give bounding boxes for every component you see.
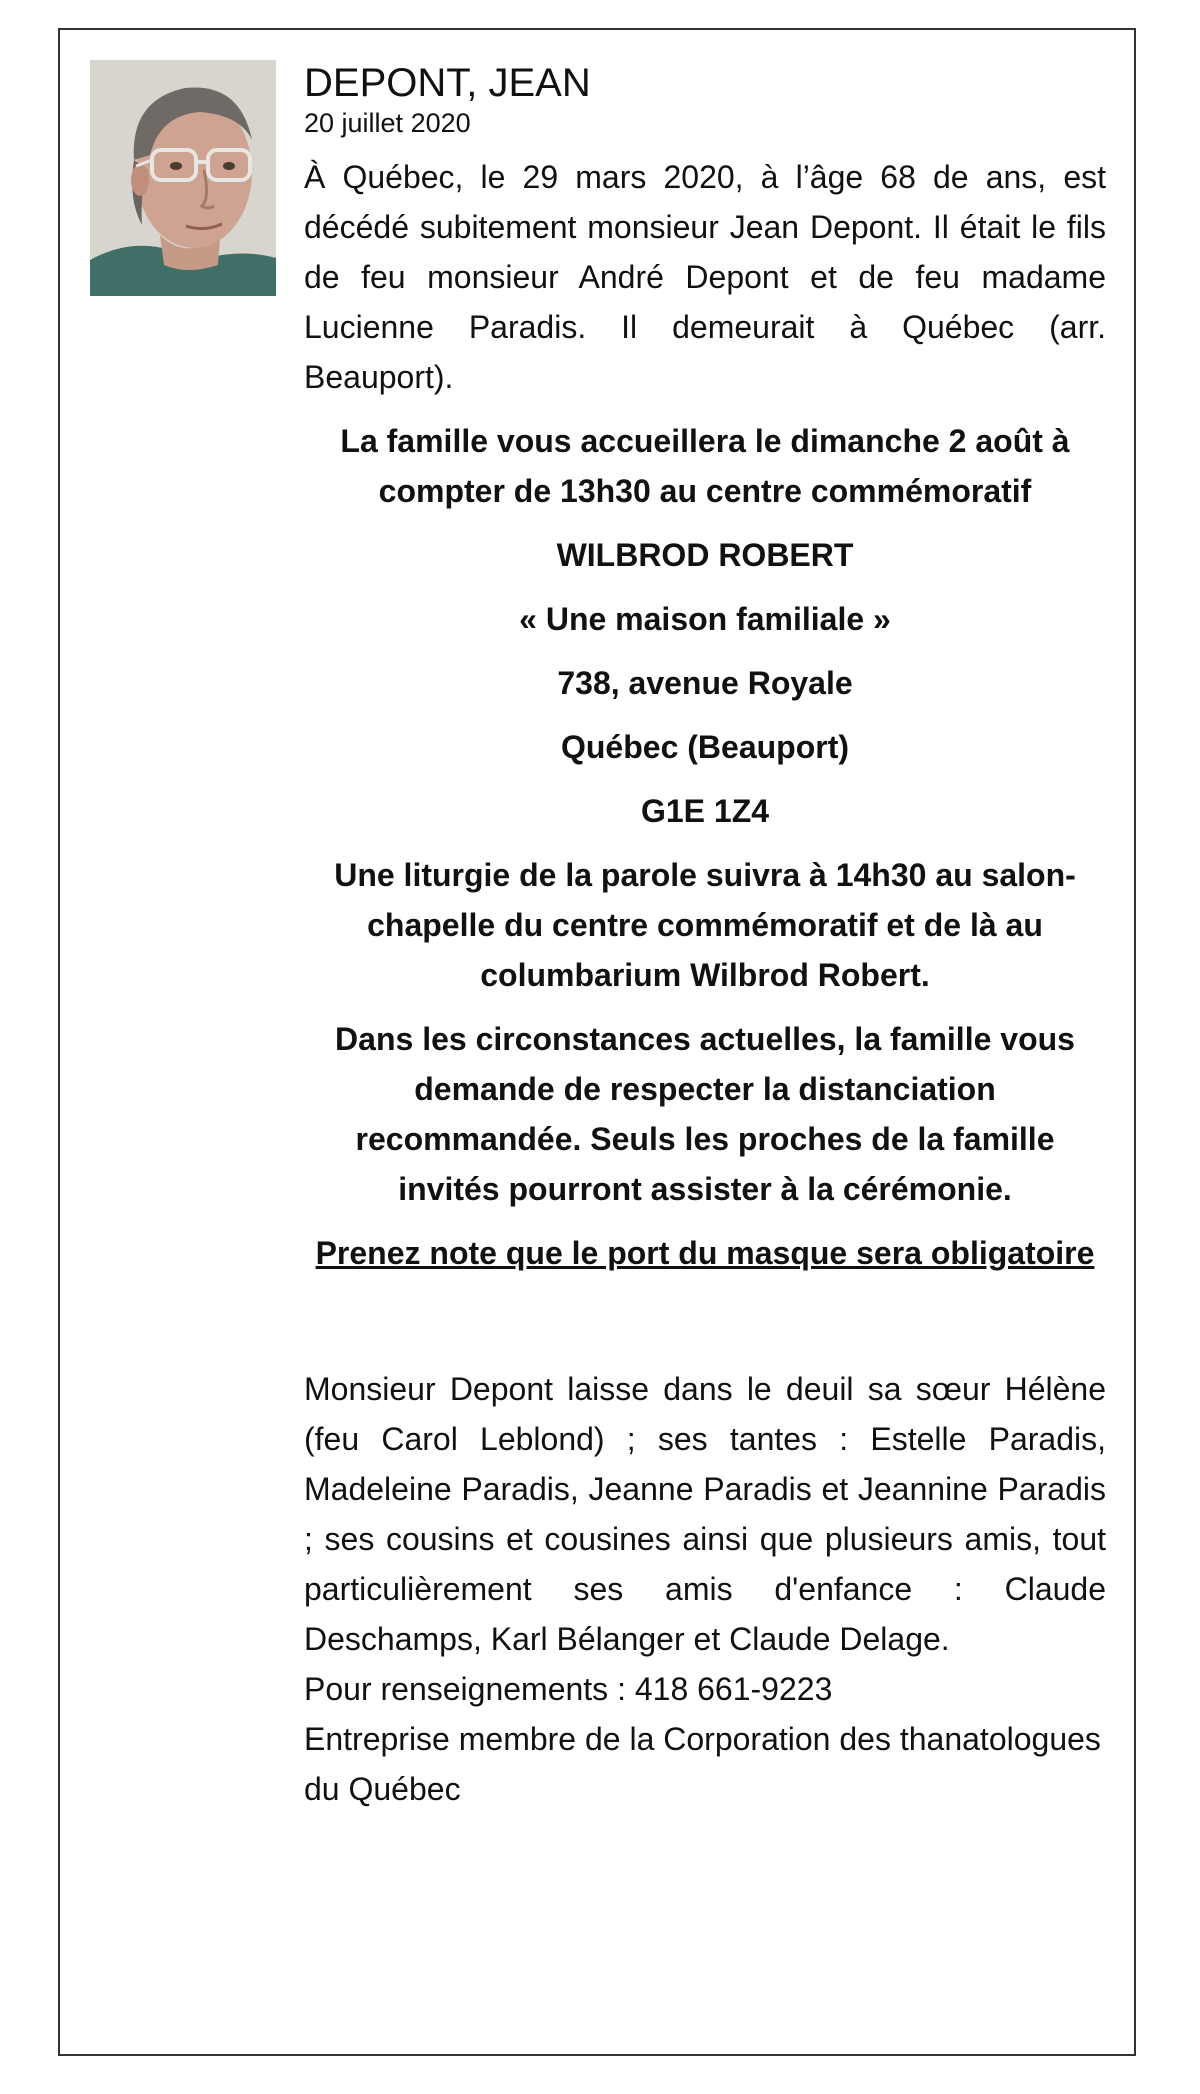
section-spacer	[304, 1278, 1106, 1364]
portrait-illustration	[90, 60, 276, 296]
venue-address: 738, avenue Royale	[557, 665, 853, 701]
survivors-paragraph: Monsieur Depont laisse dans le deuil sa sœur Hélène (feu Carol Leblond) ; ses tantes : Estelle Paradis, Madeleine Paradis, Jeanne Paradis et Jeannine Paradis ; ses cousins et cousines ainsi que plusieurs amis, tout particulièrement ses amis d'enfance : Claude Deschamps, Karl Bélanger et Claude Delage.	[304, 1371, 1106, 1657]
circumstances-notice: Dans les circonstances actuelles, la famille vous demande de respecter la distanciation recommandée. Seuls les proches de la famille invités pourront assister à la cérémonie.	[335, 1021, 1075, 1207]
venue-city: Québec (Beauport)	[560, 729, 850, 765]
venue-tagline: « Une maison familiale »	[519, 601, 891, 637]
deceased-name: DEPONT, JEAN	[304, 61, 591, 105]
liturgy-notice: Une liturgie de la parole suivra à 14h30 au salon-chapelle du centre commémoratif et de là au columbarium Wilbrod Robert.	[334, 857, 1076, 993]
visitation-notice: La famille vous accueillera le dimanche 2 août à compter de 13h30 au centre commémoratif	[340, 423, 1070, 509]
venue-name: WILBROD ROBERT	[556, 537, 854, 573]
obituary-frame	[58, 28, 1136, 2056]
mask-notice: Prenez note que le port du masque sera obligatoire	[315, 1235, 1095, 1271]
portrait-photo	[90, 60, 276, 296]
publication-date: 20 juillet 2020	[304, 108, 471, 138]
info-phone: Pour renseignements : 418 661-9223	[304, 1671, 833, 1707]
obituary-content	[304, 60, 1106, 1814]
venue-postal-code: G1E 1Z4	[640, 793, 770, 829]
member-notice: Entreprise membre de la Corporation des thanatologues du Québec	[304, 1721, 1101, 1807]
intro-paragraph: À Québec, le 29 mars 2020, à l’âge 68 de ans, est décédé subitement monsieur Jean Depont. Il était le fils de feu monsieur André Depont et de feu madame Lucienne Paradis. Il demeurait à Québec (arr. Beauport).	[304, 159, 1106, 395]
